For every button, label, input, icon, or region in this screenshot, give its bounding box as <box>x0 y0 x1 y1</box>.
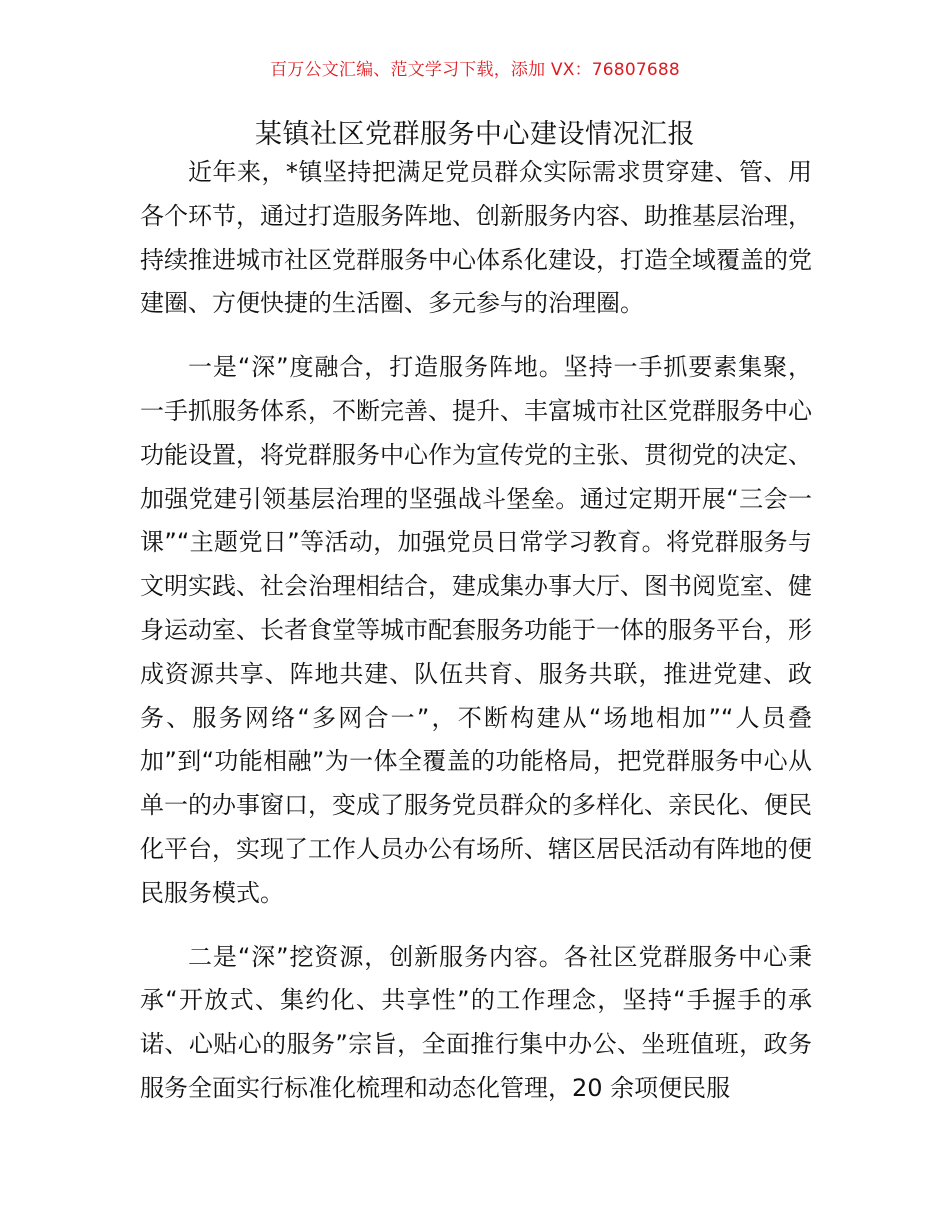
paragraph-intro: 近年来，*镇坚持把满足党员群众实际需求贯穿建、管、用各个环节，通过打造服务阵地、创新服务内容、助推基层治理，持续推进城市社区党群服务中心体系化建设，打造全域覆盖的党建圈、方便快捷的生活圈、多元参与的治理圈。 <box>140 158 812 318</box>
header-download-note: 百万公文汇编、范文学习下载，添加 VX：76807688 <box>270 60 680 80</box>
document-title: 某镇社区党群服务中心建设情况汇报 <box>255 119 695 150</box>
paragraph-point-two: 二是“深”挖资源，创新服务内容。各社区党群服务中心秉承“开放式、集约化、共享性”的工作理念，坚持“手握手的承诺、心贴心的服务”宗旨，全面推行集中办公、坐班值班，政务服务全面实行标准化梳理和动态化管理，20 余项便民服 <box>140 942 812 1102</box>
paragraph-point-one: 一是“深”度融合，打造服务阵地。坚持一手抓要素集聚，一手抓服务体系，不断完善、提升、丰富城市社区党群服务中心功能设置，将党群服务中心作为宣传党的主张、贯彻党的决定、加强党建引领基层治理的坚强战斗堡垒。通过定期开展“三会一课”“主题党日”等活动，加强党员日常学习教育。将党群服务与文明实践、社会治理相结合，建成集办事大厅、图书阅览室、健身运动室、长者食堂等城市配套服务功能于一体的服务平台，形成资源共享、阵地共建、队伍共育、服务共联，推进党建、政务、服务网络“多网合一”，不断构建从“场地相加”“人员叠加”到“功能相融”为一体全覆盖的功能格局，把党群服务中心从单一的办事窗口，变成了服务党员群众的多样化、亲民化、便民化平台，实现了工作人员办公有场所、辖区居民活动有阵地的便民服务模式。 <box>140 353 812 907</box>
document-body <box>140 151 812 1131</box>
